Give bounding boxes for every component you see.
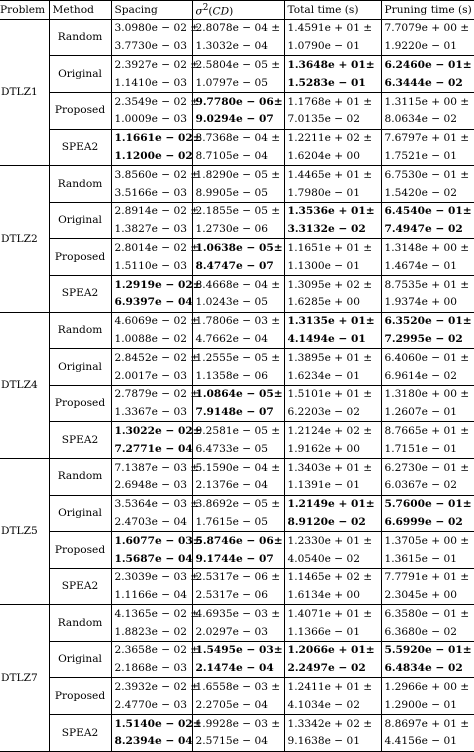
sigma-cd-cell: 7.9148e − 07 [192, 404, 284, 422]
sigma-cd-cell: 2.1855e − 05 ± [192, 202, 284, 220]
pruning-time-cell: 6.7530e − 01 ± [384, 168, 470, 181]
spacing-cell: 4.1365e − 02 ± [111, 605, 192, 623]
pruning-time-cell: 6.3680e − 02 [381, 623, 474, 641]
sigma-cd-cell: 2.5317e − 06 ± [192, 568, 284, 586]
sigma-cd-cell: 2.8078e − 04 ± [192, 19, 284, 37]
sigma-cd-cell: 1.6558e − 03 ± [192, 678, 284, 696]
pruning-time-cell: 1.9220e − 01 [381, 38, 474, 56]
spacing-cell: 2.8914e − 02 ± [111, 202, 192, 220]
table-row [0, 202, 474, 220]
method-cell: Original [49, 495, 111, 532]
header-method: Method [49, 1, 111, 20]
pruning-time-cell: 7.2995e − 02 [381, 330, 474, 348]
spacing-cell: 1.3022e − 02± [111, 422, 192, 440]
pruning-time-cell: 8.8697e + 01 ± [384, 717, 470, 730]
total-time-cell: 1.1391e − 01 [284, 477, 381, 495]
pruning-time-cell: 2.3045e + 00 [381, 587, 474, 605]
pruning-time-cell: 7.7791e + 01 ± [384, 571, 470, 584]
spacing-cell: 1.5687e − 04 [111, 550, 192, 568]
sigma-cd-cell: 5.8746e − 06± [192, 532, 284, 550]
pruning-time-cell: 1.3180e + 00 ± [384, 388, 470, 401]
method-cell: SPEA2 [49, 275, 111, 312]
table-row [0, 605, 474, 623]
total-time-cell: 1.2211e + 02 ± [284, 129, 381, 147]
method-cell: Random [49, 166, 111, 203]
spacing-cell: 2.3927e − 02 ± [111, 56, 192, 74]
spacing-cell: 1.3367e − 03 [111, 404, 192, 422]
pruning-time-cell: 1.2966e + 00 ± [384, 681, 470, 694]
spacing-cell: 1.5140e − 02± [111, 715, 192, 733]
total-time-cell: 1.1366e − 01 [284, 623, 381, 641]
header-pruning-time: Pruning time (s) [381, 1, 474, 20]
total-time-cell: 1.2330e + 01 ± [284, 532, 381, 550]
spacing-cell: 2.3658e − 02 ± [111, 641, 192, 659]
total-time-cell: 1.6234e − 01 [284, 367, 381, 385]
pruning-time-cell: 1.7521e − 01 [381, 147, 474, 165]
table-row [0, 19, 474, 37]
total-time-cell: 1.1651e + 01 ± [284, 239, 381, 257]
pruning-time-cell: 1.9374e + 00 [381, 294, 474, 312]
spacing-cell: 2.0017e − 03 [111, 367, 192, 385]
method-cell: Original [49, 56, 111, 93]
sigma-cd-cell: 2.5804e − 05 ± [192, 56, 284, 74]
table-row [0, 349, 474, 367]
sigma-cd-cell: 1.3032e − 04 [192, 38, 284, 56]
pruning-time-cell: 6.0367e − 02 [381, 477, 474, 495]
total-time-cell: 8.9120e − 02 [284, 513, 381, 531]
sigma-cd-cell: 5.1590e − 04 ± [192, 458, 284, 476]
spacing-cell: 8.2394e − 04 [111, 733, 192, 751]
spacing-cell: 1.6077e − 03± [111, 532, 192, 550]
total-time-cell: 1.3095e + 02 ± [284, 275, 381, 293]
pruning-time-cell: 6.6999e − 02 [381, 513, 474, 531]
spacing-cell: 6.9397e − 04 [111, 294, 192, 312]
pruning-time-cell: 6.2730e − 01 ± [384, 461, 470, 474]
sigma-cd-cell: 1.7615e − 05 [192, 513, 284, 531]
sigma-cd-cell: 9.0294e − 07 [192, 111, 284, 129]
table-row [0, 56, 474, 74]
spacing-cell: 1.1166e − 04 [111, 587, 192, 605]
table-row [0, 92, 474, 110]
table-row [0, 458, 474, 476]
spacing-cell: 2.8014e − 02 ± [111, 239, 192, 257]
spacing-cell: 2.8452e − 02 ± [111, 349, 192, 367]
table-row [0, 275, 474, 293]
total-time-cell: 1.3342e + 02 ± [284, 715, 381, 733]
total-time-cell: 1.4591e + 01 ± [284, 19, 381, 37]
method-cell: Random [49, 458, 111, 495]
spacing-cell: 1.3827e − 03 [111, 221, 192, 239]
table-body [0, 19, 474, 751]
pruning-time-cell: 1.3615e − 01 [381, 550, 474, 568]
method-cell: Proposed [49, 678, 111, 715]
sigma-cd-cell: 4.6935e − 03 ± [192, 605, 284, 623]
spacing-cell: 1.0088e − 02 [111, 330, 192, 348]
header-spacing: Spacing [111, 1, 192, 20]
spacing-cell: 2.7879e − 02 ± [111, 385, 192, 403]
header-problem: Problem [0, 1, 49, 20]
sigma-cd-cell: 3.7368e − 04 ± [192, 129, 284, 147]
sigma-cd-cell: 8.4668e − 04 ± [192, 275, 284, 293]
spacing-cell: 2.3039e − 03 ± [111, 568, 192, 586]
sigma-cd-cell: 1.5495e − 03± [192, 641, 284, 659]
method-cell: Proposed [49, 239, 111, 276]
sigma-cd-cell: 2.1474e − 04 [192, 660, 284, 678]
total-time-cell: 1.1768e + 01 ± [284, 92, 381, 110]
sigma-cd-cell: 2.5317e − 06 [192, 587, 284, 605]
pruning-time-cell: 1.4674e − 01 [381, 257, 474, 275]
problem-cell: DTLZ5 [0, 458, 49, 604]
pruning-time-cell: 1.5420e − 02 [381, 184, 474, 202]
table-row [0, 129, 474, 147]
spacing-cell: 1.1661e − 02± [111, 129, 192, 147]
table-row [0, 678, 474, 696]
table-row [0, 641, 474, 659]
pruning-time-cell: 6.3444e − 02 [381, 74, 474, 92]
spacing-cell: 2.4703e − 04 [111, 513, 192, 531]
method-cell: SPEA2 [49, 422, 111, 459]
sigma-cd-cell: 8.4747e − 07 [192, 257, 284, 275]
total-time-cell: 1.3895e + 01 ± [284, 349, 381, 367]
spacing-cell: 2.3932e − 02 ± [111, 678, 192, 696]
total-time-cell: 1.2149e + 01± [284, 495, 381, 513]
pruning-time-cell: 6.2460e − 01± [384, 58, 472, 71]
total-time-cell: 1.2066e + 01± [284, 641, 381, 659]
problem-cell: DTLZ2 [0, 166, 49, 312]
total-time-cell: 1.4071e + 01 ± [284, 605, 381, 623]
sigma-cd-cell: 9.1744e − 07 [192, 550, 284, 568]
sigma-cd-cell: 9.2581e − 05 ± [192, 422, 284, 440]
method-cell: Original [49, 349, 111, 386]
pruning-time-cell: 6.3580e − 01 ± [384, 607, 470, 620]
pruning-time-cell: 1.2900e − 01 [381, 696, 474, 714]
pruning-time-cell: 8.7535e + 01 ± [384, 278, 470, 291]
pruning-time-cell: 8.7665e + 01 ± [384, 424, 470, 437]
pruning-time-cell: 7.4947e − 02 [381, 221, 474, 239]
pruning-time-cell: 7.6797e + 01 ± [384, 132, 470, 145]
pruning-time-cell: 5.7600e − 01± [384, 498, 472, 511]
problem-cell: DTLZ4 [0, 312, 49, 458]
total-time-cell: 3.3132e − 02 [284, 221, 381, 239]
method-cell: Proposed [49, 532, 111, 569]
table-row [0, 239, 474, 257]
spacing-cell: 1.5110e − 03 [111, 257, 192, 275]
spacing-cell: 3.5364e − 03 ± [111, 495, 192, 513]
total-time-cell: 1.9162e + 00 [284, 440, 381, 458]
pruning-time-cell: 8.0634e − 02 [381, 111, 474, 129]
table-row [0, 532, 474, 550]
method-cell: Proposed [49, 385, 111, 422]
sigma-cd-cell: 3.8692e − 05 ± [192, 495, 284, 513]
table-row [0, 715, 474, 733]
sigma-cd-cell: 1.0797e − 05 [192, 74, 284, 92]
table-row [0, 495, 474, 513]
spacing-cell: 4.6069e − 02 ± [111, 312, 192, 330]
pruning-time-cell: 5.5920e − 01± [384, 644, 472, 657]
spacing-cell: 3.7730e − 03 [111, 38, 192, 56]
total-time-cell: 1.6134e + 00 [284, 587, 381, 605]
sigma-cd-cell: 1.9928e − 03 ± [192, 715, 284, 733]
pruning-time-cell: 1.3115e + 00 ± [384, 95, 470, 108]
total-time-cell: 4.0540e − 02 [284, 550, 381, 568]
pruning-time-cell: 6.4060e − 01 ± [384, 351, 470, 364]
sigma-cd-cell: 8.9905e − 05 [192, 184, 284, 202]
sigma-cd-cell: 1.0638e − 05± [192, 239, 284, 257]
spacing-cell: 3.8560e − 02 ± [111, 166, 192, 184]
pruning-time-cell: 4.4156e − 01 [381, 733, 474, 751]
sigma-cd-cell: 2.1376e − 04 [192, 477, 284, 495]
total-time-cell: 1.7980e − 01 [284, 184, 381, 202]
table-row [0, 166, 474, 184]
header-row [0, 1, 474, 20]
sigma-cd-cell: 8.7105e − 04 [192, 147, 284, 165]
sigma-cd-cell: 2.5715e − 04 [192, 733, 284, 751]
problem-cell: DTLZ7 [0, 605, 49, 751]
sigma-cd-cell: 1.7806e − 03 ± [192, 312, 284, 330]
spacing-cell: 2.1868e − 03 [111, 660, 192, 678]
spacing-cell: 2.4770e − 03 [111, 696, 192, 714]
method-cell: SPEA2 [49, 129, 111, 166]
spacing-cell: 1.2919e − 02± [111, 275, 192, 293]
total-time-cell: 4.1034e − 02 [284, 696, 381, 714]
sigma-cd-cell: 9.7780e − 06± [192, 92, 284, 110]
total-time-cell: 1.6285e + 00 [284, 294, 381, 312]
method-cell: Random [49, 19, 111, 56]
spacing-cell: 7.2771e − 04 [111, 440, 192, 458]
total-time-cell: 1.6204e + 00 [284, 147, 381, 165]
table-row [0, 312, 474, 330]
total-time-cell: 6.2203e − 02 [284, 404, 381, 422]
sigma-cd-cell: 2.2705e − 04 [192, 696, 284, 714]
sigma-cd-cell: 4.7662e − 04 [192, 330, 284, 348]
table-row [0, 568, 474, 586]
total-time-cell: 1.5283e − 01 [284, 74, 381, 92]
spacing-cell: 1.1200e − 02 [111, 147, 192, 165]
total-time-cell: 4.1494e − 01 [284, 330, 381, 348]
header-total-time: Total time (s) [284, 1, 381, 20]
spacing-cell: 2.3549e − 02 ± [111, 92, 192, 110]
total-time-cell: 1.2411e + 01 ± [284, 678, 381, 696]
sigma-cd-cell: 1.0243e − 05 [192, 294, 284, 312]
method-cell: Original [49, 641, 111, 678]
method-cell: Original [49, 202, 111, 239]
spacing-cell: 1.0009e − 03 [111, 111, 192, 129]
pruning-time-cell: 6.4834e − 02 [381, 660, 474, 678]
spacing-cell: 3.0980e − 02 ± [111, 19, 192, 37]
pruning-time-cell: 7.7079e + 00 ± [384, 22, 470, 35]
table-row [0, 422, 474, 440]
pruning-time-cell: 1.7151e − 01 [381, 440, 474, 458]
total-time-cell: 1.3135e + 01± [284, 312, 381, 330]
total-time-cell: 1.5101e + 01 ± [284, 385, 381, 403]
table-row [0, 385, 474, 403]
method-cell: SPEA2 [49, 568, 111, 605]
pruning-time-cell: 1.3148e + 00 ± [384, 241, 470, 254]
spacing-cell: 1.1410e − 03 [111, 74, 192, 92]
pruning-time-cell: 1.2607e − 01 [381, 404, 474, 422]
sigma-cd-cell: 1.1358e − 06 [192, 367, 284, 385]
spacing-cell: 7.1387e − 03 ± [111, 458, 192, 476]
sigma-cd-cell: 1.8290e − 05 ± [192, 166, 284, 184]
pruning-time-cell: 6.3520e − 01± [384, 315, 472, 328]
sigma-cd-cell: 1.0864e − 05± [192, 385, 284, 403]
total-time-cell: 1.3648e + 01± [284, 56, 381, 74]
total-time-cell: 1.4465e + 01 ± [284, 166, 381, 184]
method-cell: Random [49, 312, 111, 349]
spacing-cell: 2.6948e − 03 [111, 477, 192, 495]
spacing-cell: 1.8823e − 02 [111, 623, 192, 641]
sigma-cd-cell: 1.2730e − 06 [192, 221, 284, 239]
total-time-cell: 1.3403e + 01 ± [284, 458, 381, 476]
total-time-cell: 1.2124e + 02 ± [284, 422, 381, 440]
problem-cell: DTLZ1 [0, 19, 49, 165]
total-time-cell: 1.3536e + 01± [284, 202, 381, 220]
header-sigma-cd: $\sigma^2(CD)$ [192, 1, 284, 20]
spacing-cell: 3.5166e − 03 [111, 184, 192, 202]
total-time-cell: 1.1300e − 01 [284, 257, 381, 275]
total-time-cell: 1.0790e − 01 [284, 38, 381, 56]
pruning-time-cell: 6.4540e − 01± [384, 205, 472, 218]
method-cell: SPEA2 [49, 715, 111, 752]
method-cell: Random [49, 605, 111, 642]
total-time-cell: 1.1465e + 02 ± [284, 568, 381, 586]
sigma-cd-cell: 6.4733e − 05 [192, 440, 284, 458]
pruning-time-cell: 6.9614e − 02 [381, 367, 474, 385]
sigma-cd-cell: 1.2555e − 05 ± [192, 349, 284, 367]
pruning-time-cell: 1.3705e + 00 ± [384, 534, 470, 547]
total-time-cell: 9.1638e − 01 [284, 733, 381, 751]
sigma-cd-cell: 2.0297e − 03 [192, 623, 284, 641]
total-time-cell: 2.2497e − 02 [284, 660, 381, 678]
total-time-cell: 7.0135e − 02 [284, 111, 381, 129]
method-cell: Proposed [49, 92, 111, 129]
